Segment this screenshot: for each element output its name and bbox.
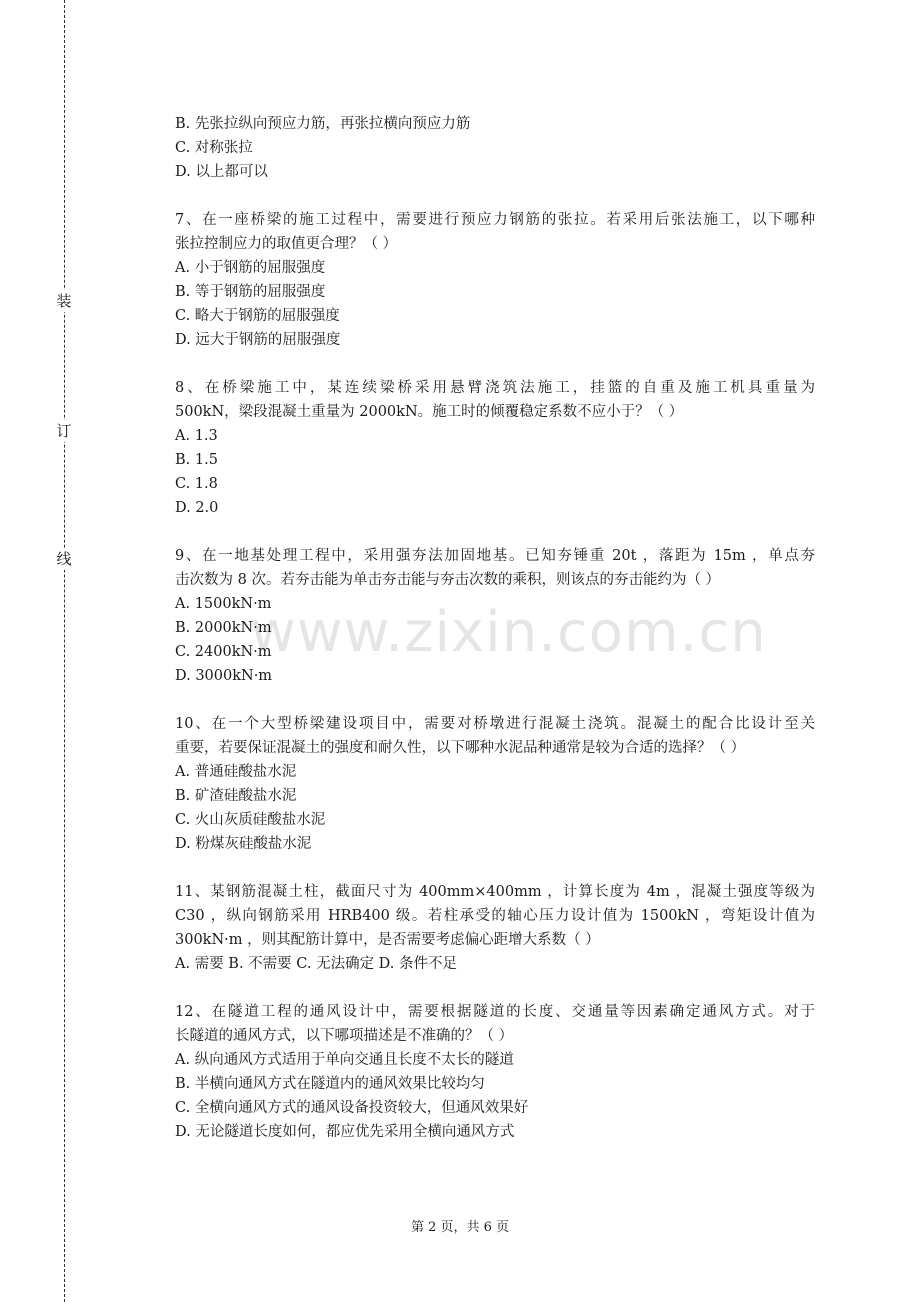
answer-option: A. 1500kN·m bbox=[175, 596, 272, 612]
answer-option: A. 纵向通风方式适用于单向交通且长度不太长的隧道 bbox=[175, 1052, 514, 1068]
binding-char-zhuang: 装 bbox=[56, 292, 72, 310]
question-stem-line: 300kN·m ，则其配筋计算中，是否需要考虑偏心距增大系数（ ） bbox=[175, 932, 600, 948]
question-block bbox=[175, 208, 815, 352]
question-stem-line: 8、在桥梁施工中，某连续梁桥采用悬臂浇筑法施工，挂篮的自重及施工机具重量为 bbox=[175, 380, 815, 396]
question-stem bbox=[175, 544, 815, 592]
answer-option: B. 1.5 bbox=[175, 452, 218, 468]
page-footer: 第 2 页，共 6 页 bbox=[410, 1220, 510, 1235]
question-block bbox=[175, 112, 815, 184]
binding-char-xian: 线 bbox=[56, 550, 72, 568]
answer-option: B. 先张拉纵向预应力筋，再张拉横向预应力筋 bbox=[175, 116, 471, 132]
question-stem-line: 11、某钢筋混凝土柱，截面尺寸为 400mm×400mm ，计算长度为 4m ，混凝土强度等级为 bbox=[175, 884, 815, 900]
question-stem-line: 9、在一地基处理工程中，采用强夯法加固地基。已知夯锤重 20t ，落距为 15m ，单点夯 bbox=[175, 548, 815, 564]
question-list bbox=[175, 112, 815, 1144]
answer-option: A. 普通硅酸盐水泥 bbox=[175, 764, 297, 780]
question-stem-line: 12、在隧道工程的通风设计中，需要根据隧道的长度、交通量等因素确定通风方式。对于 bbox=[175, 1004, 815, 1020]
question-block bbox=[175, 376, 815, 520]
answer-option: D. 以上都可以 bbox=[175, 164, 268, 180]
answer-option: C. 略大于钢筋的屈服强度 bbox=[175, 308, 340, 324]
answer-option: D. 2.0 bbox=[175, 500, 219, 516]
answer-option: C. 2400kN·m bbox=[175, 644, 272, 660]
answer-option: C. 1.8 bbox=[175, 476, 218, 492]
answer-option: B. 矿渣硅酸盐水泥 bbox=[175, 788, 297, 804]
question-stem-line: 500kN，梁段混凝土重量为 2000kN。施工时的倾覆稳定系数不应小于？（ ） bbox=[175, 404, 684, 420]
question-stem bbox=[175, 880, 815, 952]
binding-char-ding: 订 bbox=[56, 422, 72, 440]
question-block bbox=[175, 712, 815, 856]
question-stem-line: 10、在一个大型桥梁建设项目中，需要对桥墩进行混凝土浇筑。混凝土的配合比设计至关 bbox=[175, 716, 815, 732]
question-stem-line: C30 ，纵向钢筋采用 HRB400 级。若柱承受的轴心压力设计值为 1500kN ，弯矩设计值为 bbox=[175, 908, 815, 924]
question-stem-line: 击次数为 8 次。若夯击能为单击夯击能与夯击次数的乘积，则该点的夯击能约为（ ） bbox=[175, 572, 721, 588]
question-stem-line: 重要，若要保证混凝土的强度和耐久性，以下哪种水泥品种通常是较为合适的选择？（ ） bbox=[175, 740, 746, 756]
question-stem bbox=[175, 712, 815, 760]
answer-option: C. 对称张拉 bbox=[175, 140, 253, 156]
question-block bbox=[175, 880, 815, 976]
watermark: www.zixin.com.cn bbox=[250, 600, 767, 665]
answer-option: D. 粉煤灰硅酸盐水泥 bbox=[175, 836, 312, 852]
question-stem bbox=[175, 376, 815, 424]
question-stem-line: 7、在一座桥梁的施工过程中，需要进行预应力钢筋的张拉。若采用后张法施工，以下哪种 bbox=[175, 212, 815, 228]
question-stem-line: 张拉控制应力的取值更合理？（ ） bbox=[175, 236, 398, 252]
question-stem bbox=[175, 208, 815, 256]
answer-option: B. 2000kN·m bbox=[175, 620, 272, 636]
answer-option: B. 半横向通风方式在隧道内的通风效果比较均匀 bbox=[175, 1076, 485, 1092]
binding-dashed-line bbox=[64, 0, 65, 1302]
answer-option: C. 火山灰质硅酸盐水泥 bbox=[175, 812, 326, 828]
question-block bbox=[175, 1000, 815, 1144]
answer-option: D. 无论隧道长度如何，都应优先采用全横向通风方式 bbox=[175, 1124, 515, 1140]
answer-option: D. 远大于钢筋的屈服强度 bbox=[175, 332, 341, 348]
question-block bbox=[175, 544, 815, 688]
answer-option: C. 全横向通风方式的通风设备投资较大，但通风效果好 bbox=[175, 1100, 529, 1116]
answer-option: B. 等于钢筋的屈服强度 bbox=[175, 284, 326, 300]
question-stem bbox=[175, 1000, 815, 1048]
question-stem-line: 长隧道的通风方式，以下哪项描述是不准确的？（ ） bbox=[175, 1028, 514, 1044]
answer-option: A. 需要 B. 不需要 C. 无法确定 D. 条件不足 bbox=[175, 956, 458, 972]
answer-option: A. 小于钢筋的屈服强度 bbox=[175, 260, 326, 276]
answer-option: D. 3000kN·m bbox=[175, 668, 273, 684]
answer-option: A. 1.3 bbox=[175, 428, 218, 444]
